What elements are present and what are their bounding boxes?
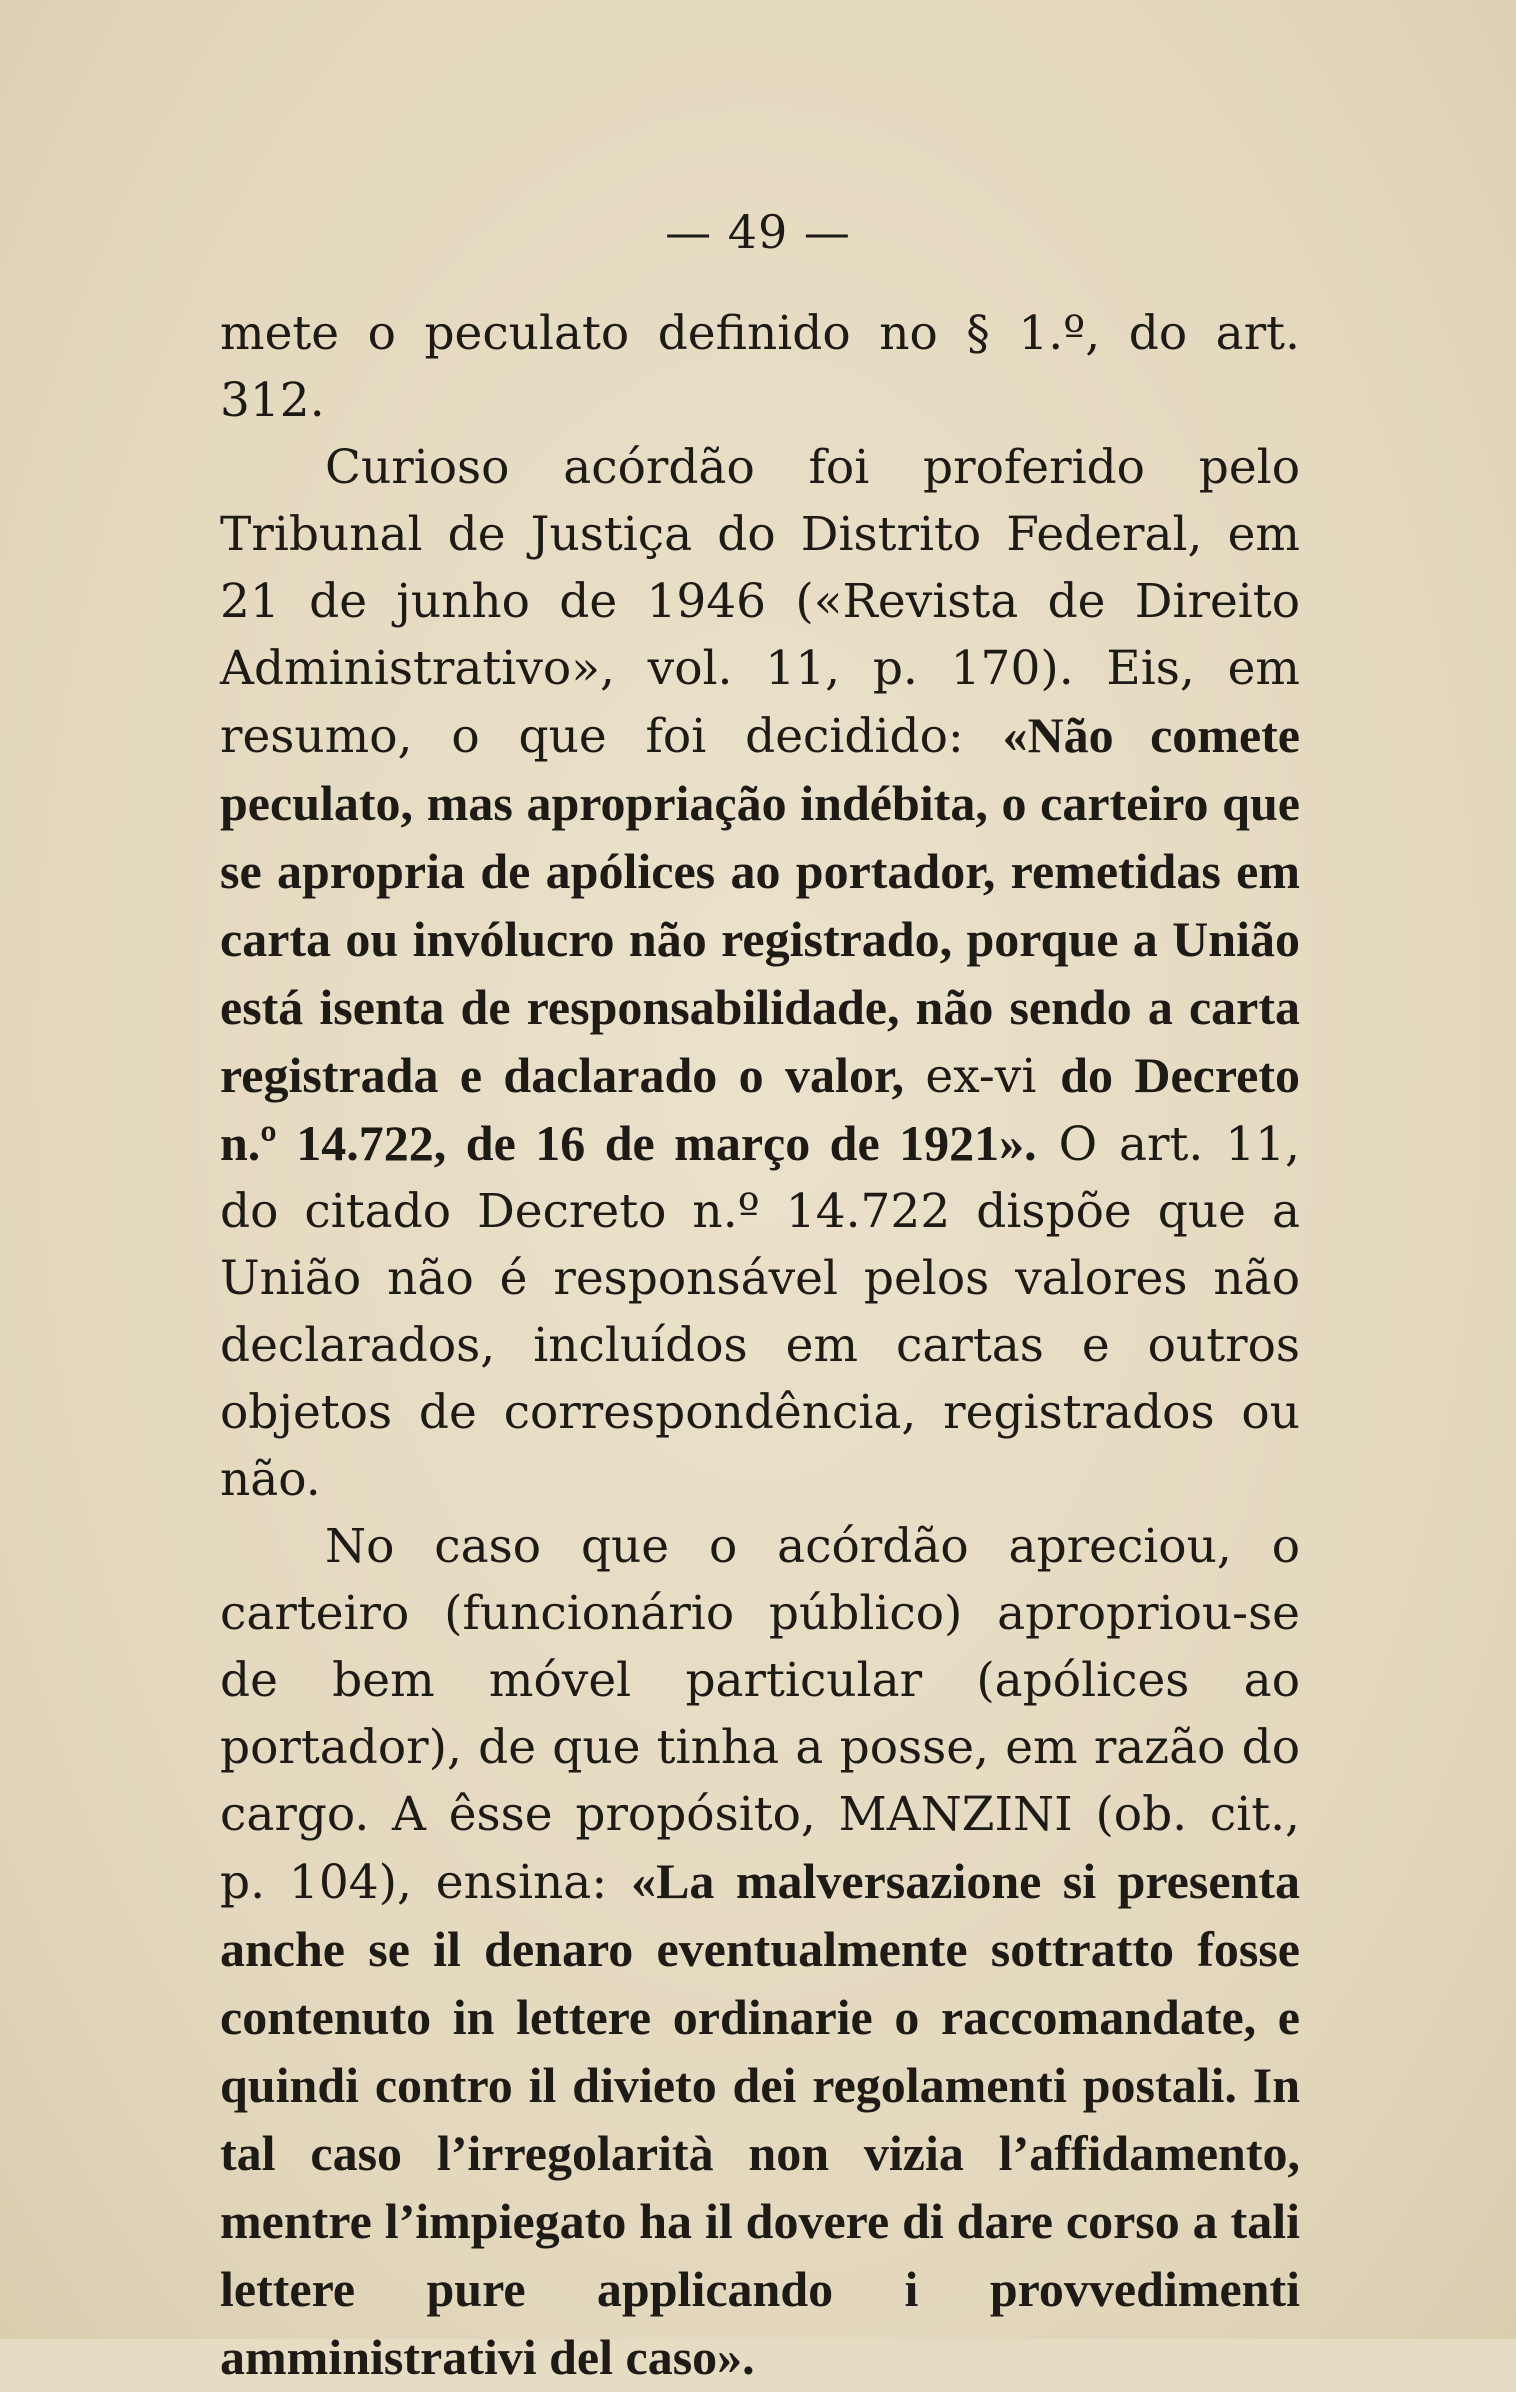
- paragraph-text: mete o peculato definido no § 1.º, do art. 312.: [220, 306, 1300, 428]
- page-number: — 49 —: [665, 205, 851, 259]
- paragraph-manzini: [220, 1513, 1300, 2392]
- paragraph-court-decision: [220, 434, 1300, 1513]
- quoted-manzini: «La malversazione si presenta anche se il denaro eventualmente sottratto fosse contenuto in lettere ordinarie o raccomandate, e quindi contro il divieto dei regolamenti postali. In tal caso l’irregolarità non vizia l’affidamento, mentre l’impiegato ha il dovere di dare corso a tali lettere pure applicando i provvedimenti amministrativi del caso».: [220, 1853, 1300, 2385]
- paragraph-continuation: [220, 300, 1300, 434]
- paragraph-text: O art. 11, do citado Decreto n.º 14.722 dispõe que a União não é responsável pelos valores não declarados, incluídos em cartas e outros objetos de correspondência, registrados ou não.: [220, 1117, 1300, 1507]
- quoted-decision: «Não comete peculato, mas apropriação indébita, o carteiro que se apropria de apólices ao portador, remetidas em carta ou invólucro não registrado, porque a União está isenta de responsabilidade, não sendo a carta registrada e daclarado o valor,: [220, 707, 1300, 1103]
- body-text: [220, 300, 1300, 2392]
- paragraph-text: Curioso acórdão foi proferido pelo Tribunal de Justiça do Distrito Federal, em 21 de junho de 1946 («Revista de Direito Administrativo», vol. 11, p. 170). Eis, em resumo, o que foi decidido:: [220, 440, 1300, 764]
- quoted-decision: do Decreto n.º 14.722, de 16 de março de 1921».: [220, 1047, 1301, 1171]
- paragraph-text: No caso que o acórdão apreciou, o carteiro (funcionário público) apropriou-se de bem móvel particular (apólices ao portador), de que tinha a posse, em razão do cargo. A êsse propósito, MANZINI (ob. cit., p. 104), ensina:: [220, 1519, 1300, 1910]
- paragraph-text: ex-vi: [925, 1049, 1061, 1104]
